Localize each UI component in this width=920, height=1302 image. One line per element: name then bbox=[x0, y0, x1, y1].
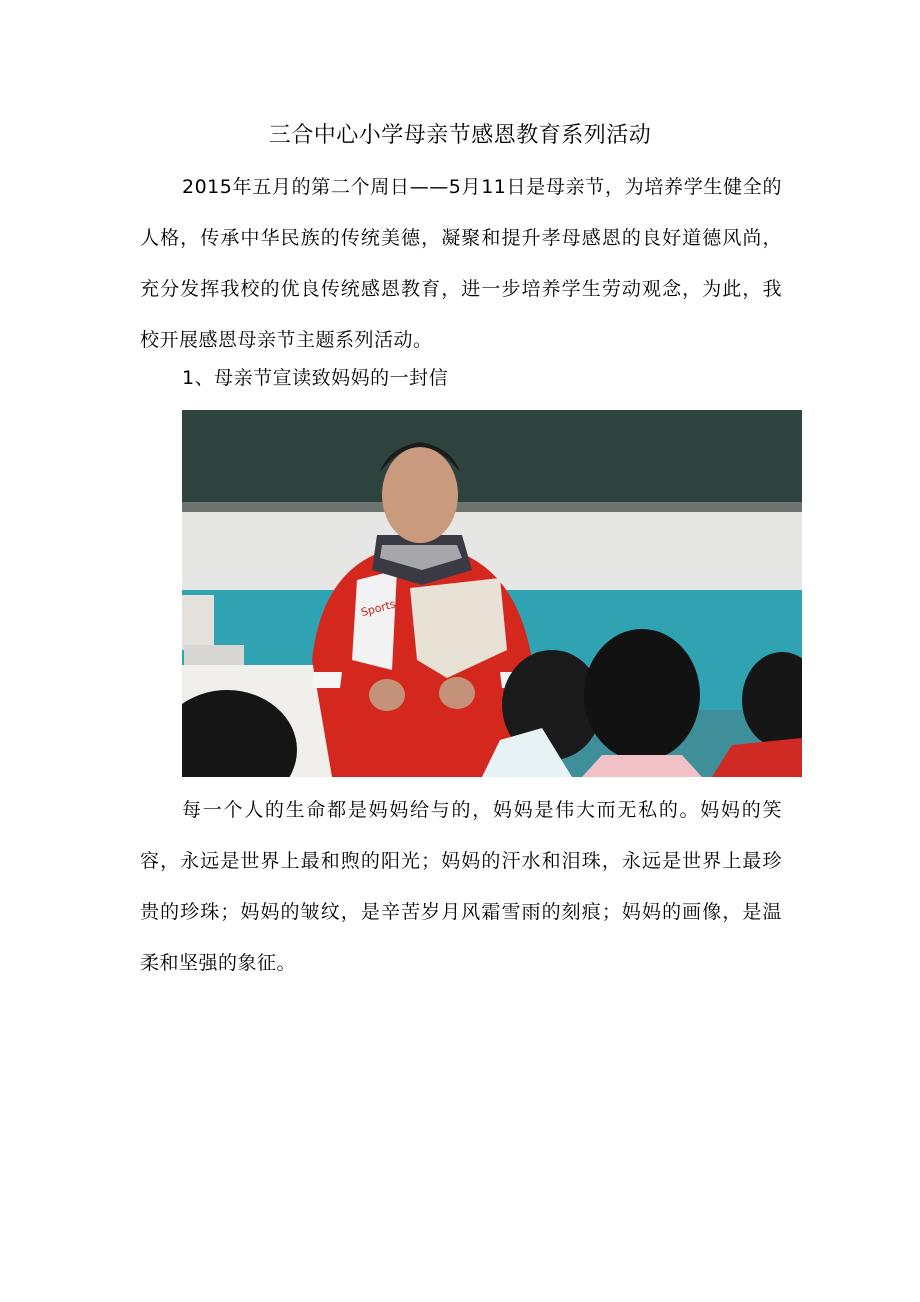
section-heading: 1、母亲节宣读致妈妈的一封信 bbox=[182, 367, 449, 389]
document-title: 三合中心小学母亲节感恩教育系列活动 bbox=[268, 123, 652, 148]
student-head bbox=[584, 629, 700, 761]
blackboard bbox=[182, 410, 802, 505]
jacket-logo: Sports bbox=[359, 597, 398, 620]
boy-face bbox=[382, 447, 458, 543]
intro-paragraph: 2015年五月的第二个周日——5月11日是母亲节，为培养学生健全的人格，传承中华民族的传统美德，凝聚和提升孝母感恩的良好道德风尚，充分发挥我校的优良传统感恩教育，进一步培养学生劳动观念，为此，我校开展感恩母亲节主题系列活动。 bbox=[140, 176, 782, 351]
classroom-photo bbox=[182, 410, 802, 777]
chalk-tray bbox=[182, 502, 802, 512]
body-paragraph: 每一个人的生命都是妈妈给与的，妈妈是伟大而无私的。妈妈的笑容，永远是世界上最和煦的阳光；妈妈的汗水和泪珠，永远是世界上最珍贵的珍珠；妈妈的皱纹，是辛苦岁月风霜雪雨的刻痕；妈妈的画像，是温柔和坚强的象征。 bbox=[140, 799, 782, 974]
